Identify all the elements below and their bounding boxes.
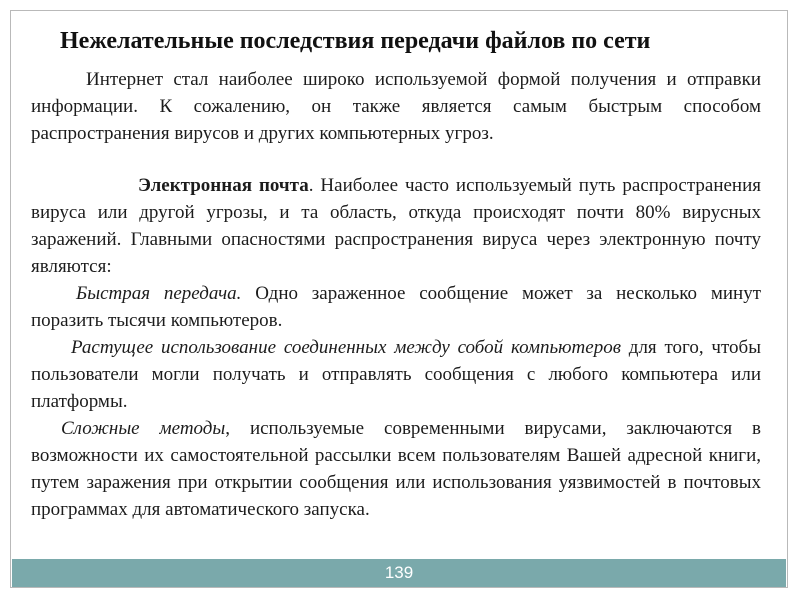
slide-body <box>31 66 761 523</box>
paragraph-email <box>31 172 761 280</box>
paragraph-complex-methods <box>31 415 761 523</box>
term-complex-methods: Сложные методы <box>61 418 226 439</box>
paragraph-fast-transfer <box>31 280 761 334</box>
footer-bar <box>12 559 786 587</box>
paragraph-internet: Интернет стал наиболее широко используемой формой получения и отправки информации. К сожалению, он также является самым быстрым способом распространения вирусов и других компьютерных угроз. <box>31 69 761 144</box>
slide-title: Нежелательные последствия передачи файлов по сети <box>60 28 651 54</box>
term-email: Электронная почта <box>138 175 309 196</box>
term-connected-computers: Растущее использование соединенных между собой компьютеров <box>71 337 621 358</box>
term-fast-transfer: Быстрая передача. <box>76 283 242 304</box>
text-email: . Наиболее часто используемый путь распространения вируса или другой угрозы, и та область, откуда происходят почти 80% вирусных заражений. Главными опасностями распространения вируса через электронную почту являются: <box>31 175 762 277</box>
paragraph-connected-computers <box>31 334 761 415</box>
text-complex-methods: , используемые современными вирусами, заключаются в возможности их самостоятельной рассылки всем пользователям Вашей адресной книги, путем заражения при открытии сообщения или использования уязвимостей в почтовых программах для автоматического запуска. <box>31 418 761 520</box>
text-connected-computers: для того, чтобы пользователи могли получать и отправлять сообщения с любого компьютера или платформы. <box>31 337 761 412</box>
text-fast-transfer: Одно зараженное сообщение может за несколько минут поразить тысячи компьютеров. <box>31 283 761 331</box>
page-number: 139 <box>384 563 414 582</box>
